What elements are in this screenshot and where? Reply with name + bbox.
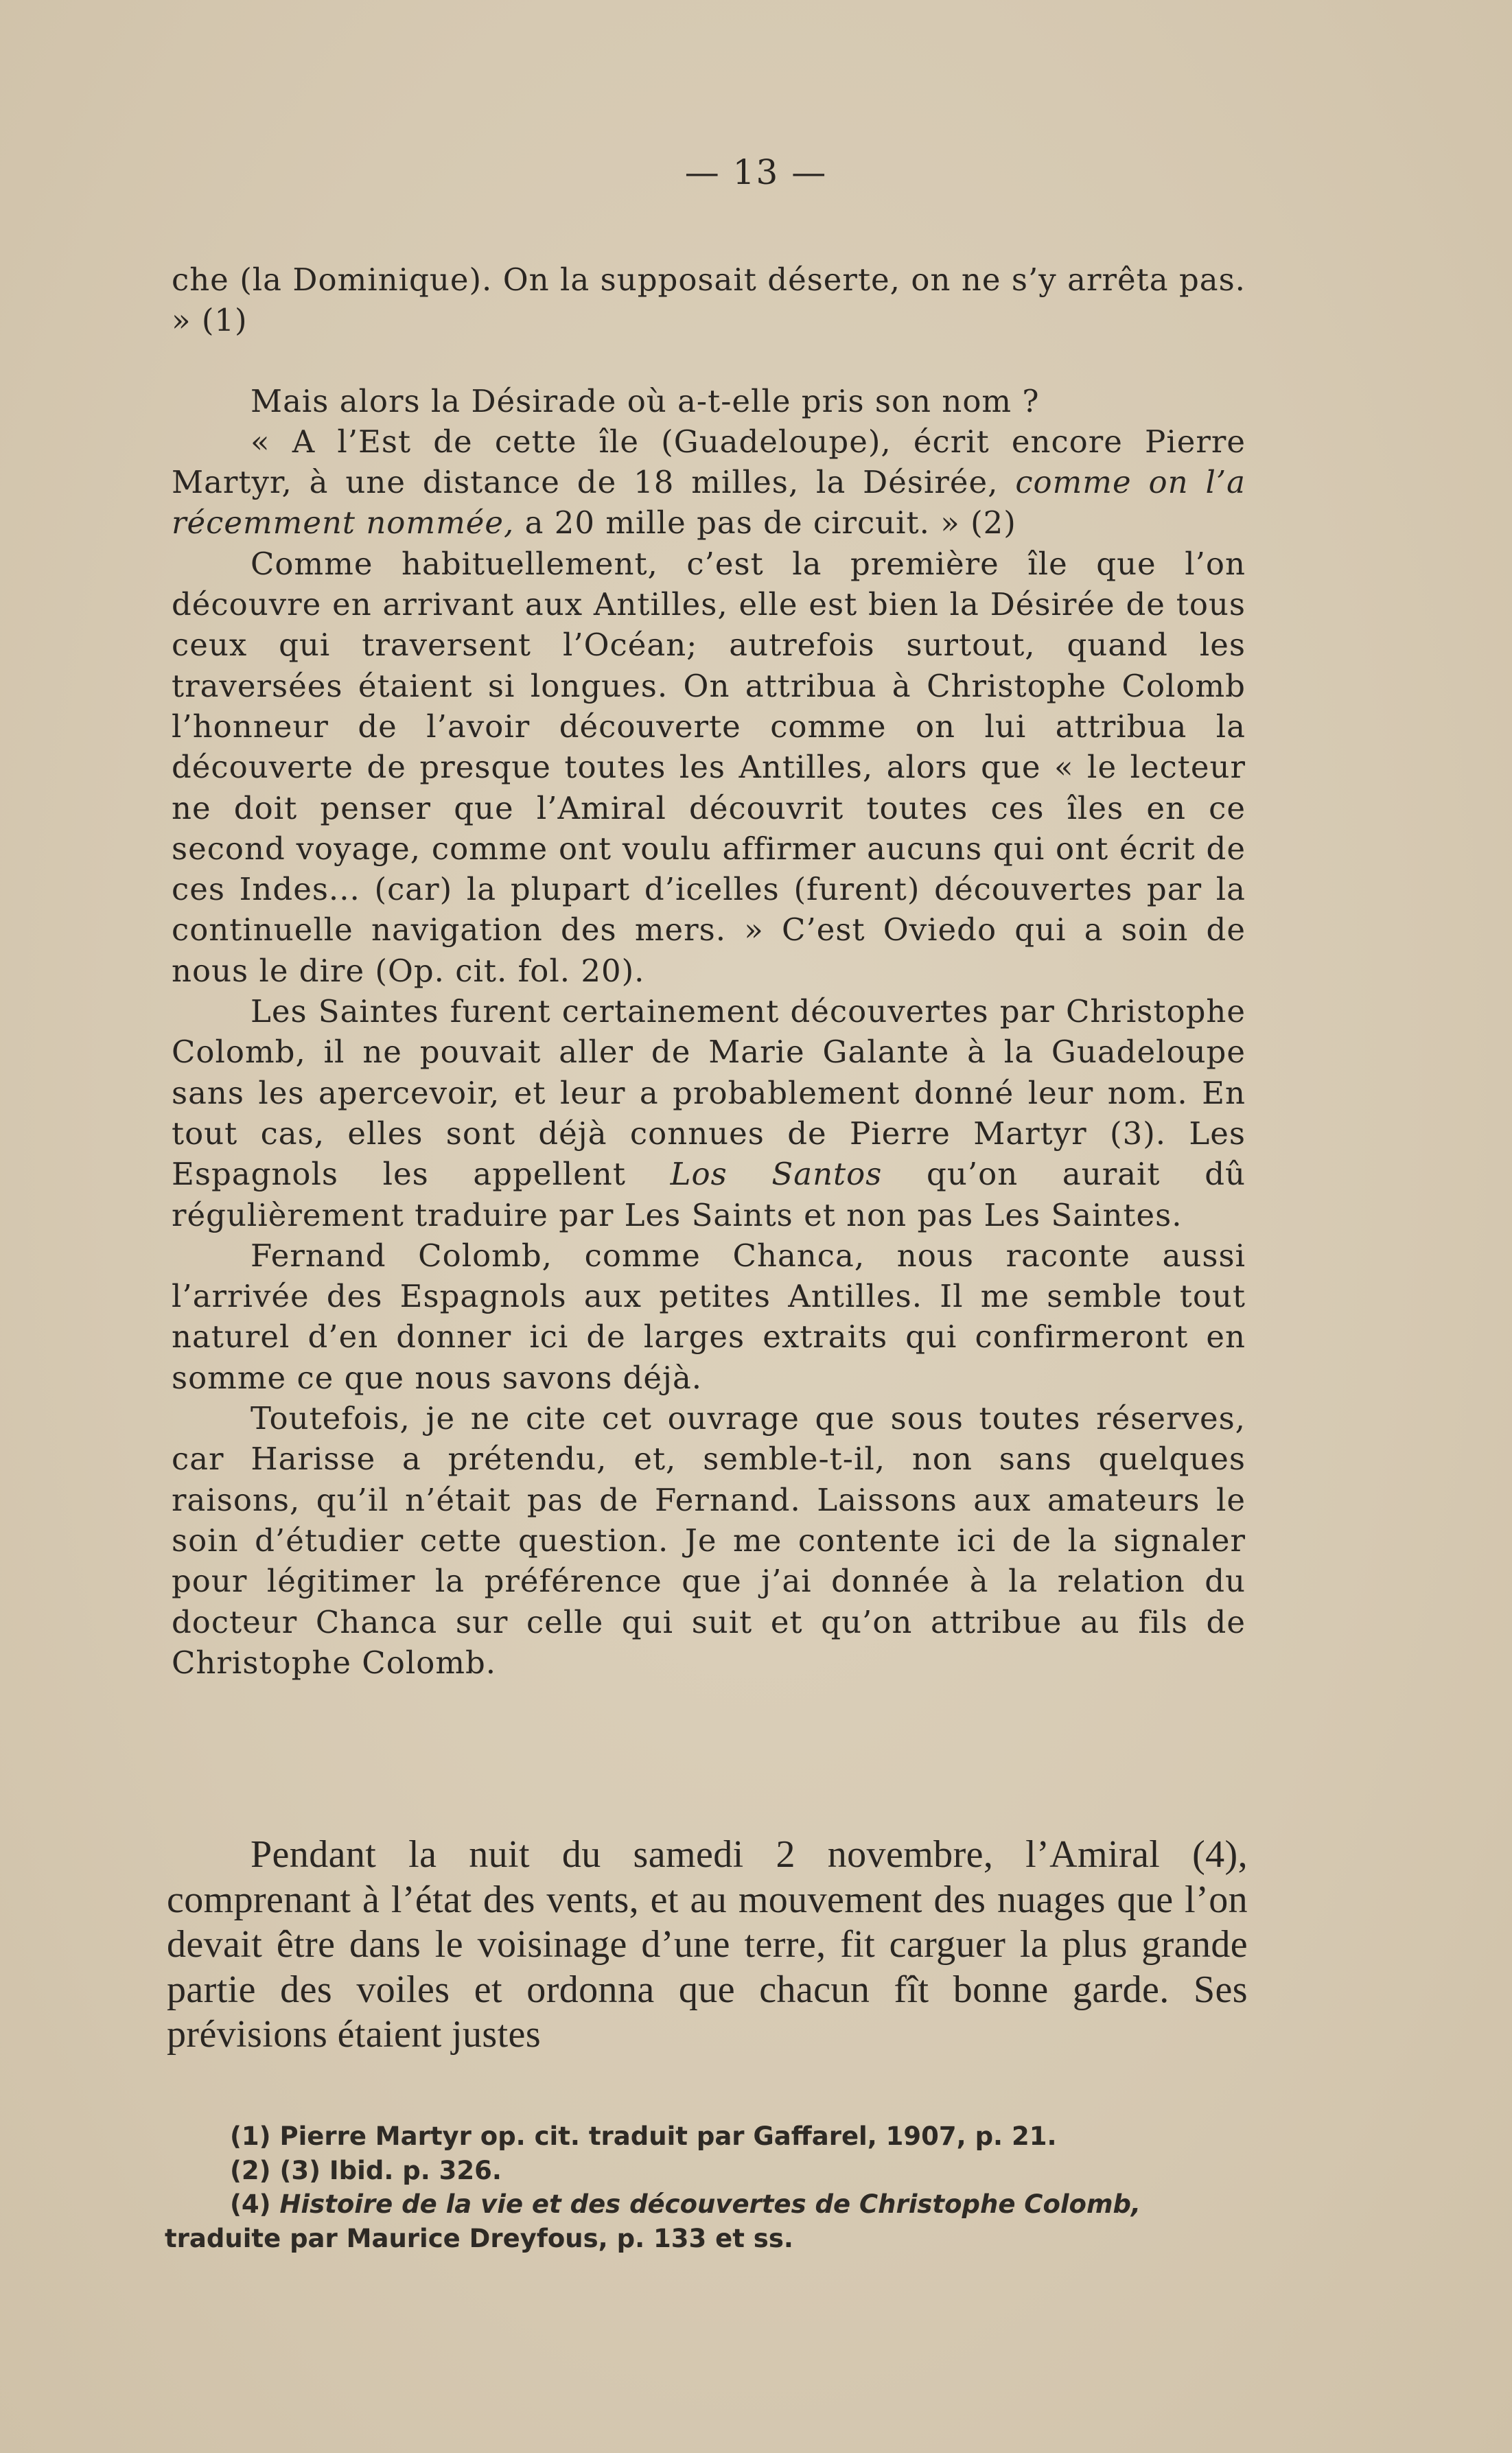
footnote-1: (1) Pierre Martyr op. cit. traduit par Gaffarel, 1907, p. 21. [230, 2121, 1057, 2151]
footnote-4-title: Histoire de la vie et des découvertes de Christophe Colomb, [279, 2189, 1141, 2219]
footnote-2-3: (2) (3) Ibid. p. 326. [230, 2155, 502, 2185]
footnotes [165, 2119, 1256, 2255]
extract-text [167, 1833, 1248, 2058]
extract-paragraph: Pendant la nuit du samedi 2 novembre, l’Amiral (4), comprenant à l’état des vents, et au mouvement des nuages que l’on devait être dans le voisinage d’une terre, fit carguer la plus grande partie des voiles et ordonna que chacun fît bonne garde. Ses prévisions étaient justes [167, 1833, 1248, 2056]
italic-phrase: comme on l’a récemment nommée, [172, 464, 1246, 542]
footnote-4: (4) Histoire de la vie et des découvertes de Christophe Colomb, [230, 2189, 1141, 2219]
paragraph-saintes: Les Saintes furent certainement découvertes par Christophe Colomb, il ne pouvait aller de Marie Galante à la Guadeloupe sans les apercevoir, et leur a probablement donné leur nom. En tout cas, elles sont déjà connues de Pierre Martyr (3). Les Espagnols les appellent Los Santos qu’on aurait dû régulièrement traduire par Les Saints et non pas Les Saintes. [172, 993, 1246, 1233]
paragraph-desirade-question: Mais alors la Désirade où a-t-elle pris son nom ? [251, 382, 1040, 419]
paragraph-pierre-martyr-quote: « A l’Est de cette île (Guadeloupe), écrit encore Pierre Martyr, à une distance de 18 milles, la Désirée, comme on l’a récemment nommée, a 20 mille pas de circuit. » (2) [172, 423, 1246, 542]
paragraph-fernand-colomb: Fernand Colomb, comme Chanca, nous raconte aussi l’arrivée des Espagnols aux petites Antilles. Il me semble tout naturel d’en donner ici de larges extraits qui confirmeront en somme ce que nous savons déjà. [172, 1237, 1246, 1396]
paragraph-continued: che (la Dominique). On la supposait déserte, on ne s’y arrêta pas. » (1) [172, 261, 1246, 339]
paragraph-toutefois: Toutefois, je ne cite cet ouvrage que sous toutes réserves, car Harisse a prétendu, et, semble-t-il, non sans quelques raisons, qu’il n’était pas de Fernand. Laissons aux amateurs le soin d’étudier cette question. Je me contente ici de la signaler pour légitimer la préférence que j’ai donnée à la relation du docteur Chanca sur celle qui suit et qu’on attribue au fils de Christophe Colomb. [172, 1400, 1246, 1681]
page-number: — 13 — [684, 152, 828, 192]
footnote-4-continued: traduite par Maurice Dreyfous, p. 133 et ss. [165, 2223, 793, 2253]
italic-los-santos: Los Santos [670, 1156, 883, 1193]
main-text [172, 259, 1246, 1683]
paragraph-desiree: Comme habituellement, c’est la première île que l’on découvre en arrivant aux Antilles, elle est bien la Désirée de tous ceux qui traversent l’Océan; autrefois surtout, quand les traversées étaient si longues. On attribua à Christophe Colomb l’honneur de l’avoir découverte comme on lui attribua la découverte de presque toutes les Antilles, alors que « le lecteur ne doit penser que l’Amiral découvrit toutes ces îles en ce second voyage, comme ont voulu affirmer aucuns qui ont écrit de ces Indes... (car) la plupart d’icelles (furent) découvertes par la continuelle navigation des mers. » C’est Oviedo qui a soin de nous le dire (Op. cit. fol. 20). [172, 545, 1246, 989]
